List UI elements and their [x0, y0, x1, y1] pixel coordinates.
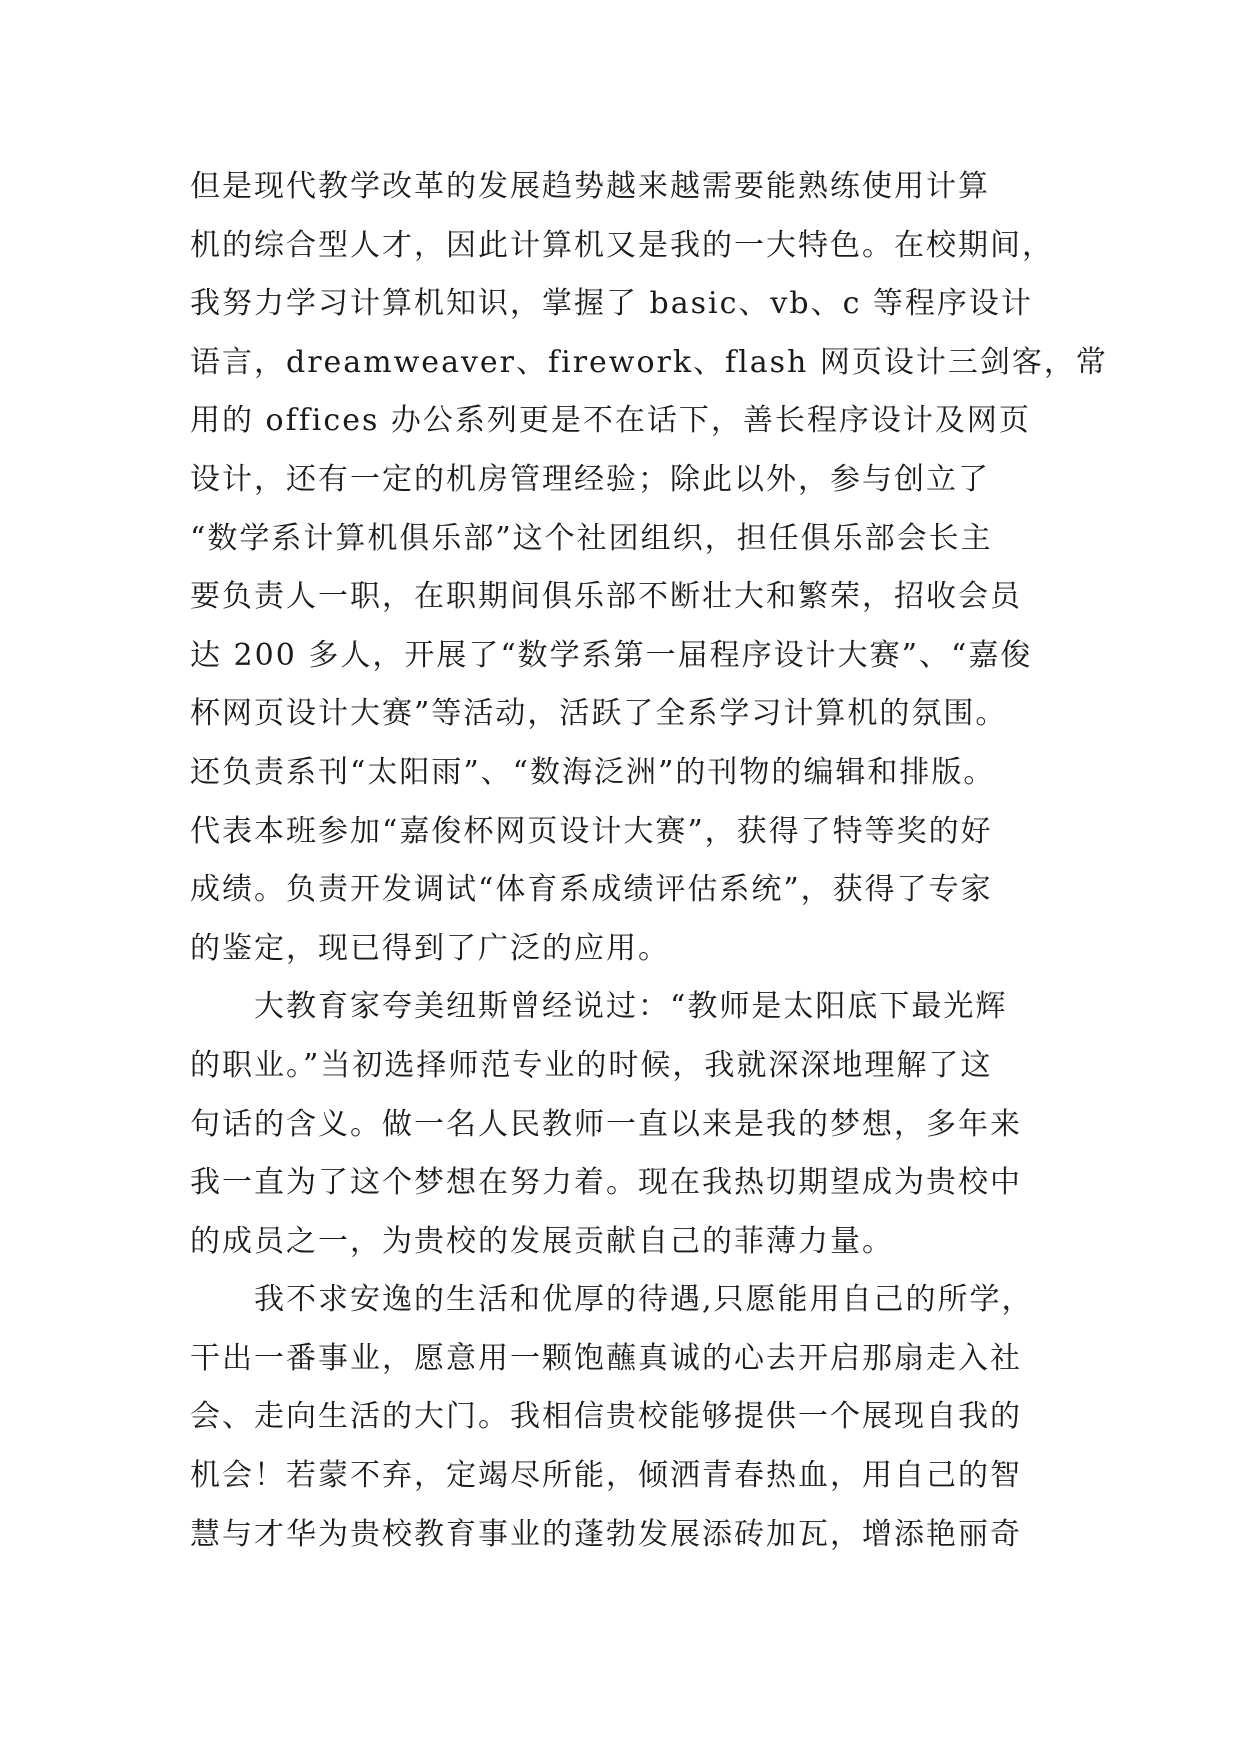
- text-line: 干出一番事业，愿意用一颗饱蘸真诚的心去开启那扇走入社: [190, 1340, 1022, 1376]
- text-line: 会、走向生活的大门。我相信贵校能够提供一个展现自我的: [190, 1399, 1022, 1435]
- paragraph-start-line: 我不求安逸的生活和优厚的待遇,只愿能用自己的所学，: [254, 1282, 1034, 1318]
- text-line: 用的 offices 办公系列更是不在话下，善长程序设计及网页: [190, 403, 1031, 439]
- text-line: 达 200 多人，开展了“数学系第一届程序设计大赛”、“嘉俊: [190, 637, 1033, 673]
- text-line: 杯网页设计大赛”等活动，活跃了全系学习计算机的氛围。: [190, 696, 1008, 732]
- text-line: 机会！若蒙不弃，定竭尽所能，倾洒青春热血，用自己的智: [190, 1458, 1022, 1494]
- text-line: “数学系计算机俱乐部”这个社团组织，担任俱乐部会长主: [190, 520, 993, 556]
- text-line: 成绩。负责开发调试“体育系成绩评估系统”，获得了专家: [190, 872, 993, 908]
- text-line: 慧与才华为贵校教育事业的蓬勃发展添砖加瓦，增添艳丽奇: [190, 1516, 1022, 1552]
- text-line: 我努力学习计算机知识，掌握了 basic、vb、c 等程序设计: [190, 286, 1033, 322]
- text-line: 代表本班参加“嘉俊杯网页设计大赛”，获得了特等奖的好: [190, 813, 993, 849]
- text-line: 语言，dreamweaver、firework、flash 网页设计三剑客，常: [190, 344, 1108, 380]
- text-line: 的成员之一，为贵校的发展贡献自己的菲薄力量。: [190, 1223, 894, 1259]
- paragraph-start-line: 大教育家夸美纽斯曾经说过：“教师是太阳底下最光辉: [254, 989, 1008, 1025]
- text-line: 还负责系刊“太阳雨”、“数海泛洲”的刊物的编辑和排版。: [190, 754, 996, 790]
- text-line: 的鉴定，现已得到了广泛的应用。: [190, 930, 670, 966]
- text-line: 但是现代教学改革的发展趋势越来越需要能熟练使用计算: [190, 169, 990, 204]
- text-line: 机的综合型人才，因此计算机又是我的一大特色。在校期间，: [190, 227, 1054, 263]
- text-line: 句话的含义。做一名人民教师一直以来是我的梦想，多年来: [190, 1106, 1022, 1142]
- text-line: 我一直为了这个梦想在努力着。现在我热切期望成为贵校中: [190, 1165, 1022, 1201]
- text-line: 要负责人一职，在职期间俱乐部不断壮大和繁荣，招收会员: [190, 579, 1022, 615]
- text-line: 设计，还有一定的机房管理经验；除此以外，参与创立了: [190, 461, 990, 497]
- text-line: 的职业。”当初选择师范专业的时候，我就深深地理解了这: [190, 1047, 993, 1083]
- body-text: [190, 158, 1108, 1564]
